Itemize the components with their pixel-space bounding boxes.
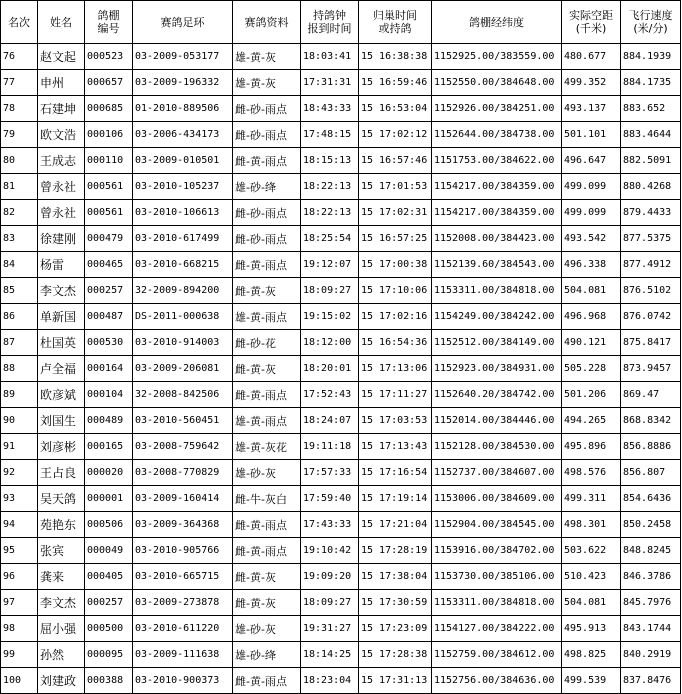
header-loft-coordinates: 鸽棚经纬度 <box>432 1 562 44</box>
cell-arrival-time: 15 17:03:53 <box>359 408 432 434</box>
cell-loft-id: 000165 <box>85 434 133 460</box>
cell-distance: 501.206 <box>562 382 621 408</box>
cell-loft-coordinates: 1154127.00/384222.00 <box>432 616 562 642</box>
cell-clock-time: 18:22:13 <box>301 174 359 200</box>
cell-distance: 504.081 <box>562 278 621 304</box>
table-row <box>1 668 681 694</box>
cell-loft-id: 000257 <box>85 590 133 616</box>
cell-speed: 884.1939 <box>621 44 681 70</box>
table-row <box>1 330 681 356</box>
cell-name: 苑艳东 <box>38 512 85 538</box>
cell-name: 张宾 <box>38 538 85 564</box>
cell-speed: 843.1744 <box>621 616 681 642</box>
header-speed: 飞行速度 (米/分) <box>621 1 681 44</box>
cell-arrival-time: 15 16:53:04 <box>359 96 432 122</box>
cell-speed: 882.5091 <box>621 148 681 174</box>
cell-pigeon-info: 雌-黄-雨点 <box>233 252 301 278</box>
table-row <box>1 174 681 200</box>
cell-distance: 503.622 <box>562 538 621 564</box>
cell-pigeon-info: 雄-砂-绛 <box>233 174 301 200</box>
cell-pigeon-info: 雄-砂-灰 <box>233 616 301 642</box>
cell-ring-number: 03-2010-560451 <box>133 408 233 434</box>
cell-ring-number: 03-2009-364368 <box>133 512 233 538</box>
cell-clock-time: 18:12:00 <box>301 330 359 356</box>
header-distance: 实际空距 (千米) <box>562 1 621 44</box>
cell-name: 石建坤 <box>38 96 85 122</box>
cell-clock-time: 18:23:04 <box>301 668 359 694</box>
cell-ring-number: 03-2009-206081 <box>133 356 233 382</box>
cell-ring-number: 03-2010-900373 <box>133 668 233 694</box>
table-row <box>1 434 681 460</box>
cell-loft-id: 000561 <box>85 174 133 200</box>
cell-clock-time: 18:09:27 <box>301 278 359 304</box>
cell-speed: 877.5375 <box>621 226 681 252</box>
cell-loft-id: 000001 <box>85 486 133 512</box>
cell-clock-time: 17:52:43 <box>301 382 359 408</box>
cell-speed: 880.4268 <box>621 174 681 200</box>
cell-loft-id: 000020 <box>85 460 133 486</box>
header-ring-number: 赛鸽足环 <box>133 1 233 44</box>
cell-ring-number: 03-2010-617499 <box>133 226 233 252</box>
cell-loft-id: 000095 <box>85 642 133 668</box>
cell-clock-time: 18:43:33 <box>301 96 359 122</box>
cell-pigeon-info: 雌-砂-花 <box>233 330 301 356</box>
cell-ring-number: 03-2010-611220 <box>133 616 233 642</box>
cell-loft-coordinates: 1153916.00/384702.00 <box>432 538 562 564</box>
cell-clock-time: 18:20:01 <box>301 356 359 382</box>
cell-arrival-time: 15 16:57:25 <box>359 226 432 252</box>
table-body <box>1 44 681 694</box>
cell-loft-coordinates: 1152925.00/383559.00 <box>432 44 562 70</box>
cell-speed: 873.9457 <box>621 356 681 382</box>
cell-distance: 510.423 <box>562 564 621 590</box>
cell-rank: 99 <box>1 642 38 668</box>
cell-loft-coordinates: 1152759.00/384612.00 <box>432 642 562 668</box>
cell-ring-number: 03-2009-160414 <box>133 486 233 512</box>
cell-arrival-time: 15 17:28:38 <box>359 642 432 668</box>
cell-pigeon-info: 雌-砂-雨点 <box>233 226 301 252</box>
cell-ring-number: 03-2009-196332 <box>133 70 233 96</box>
cell-arrival-time: 15 17:16:54 <box>359 460 432 486</box>
header-rank: 名次 <box>1 1 38 44</box>
cell-loft-id: 000506 <box>85 512 133 538</box>
cell-arrival-time: 15 17:02:12 <box>359 122 432 148</box>
cell-rank: 100 <box>1 668 38 694</box>
cell-loft-coordinates: 1153730.00/385106.00 <box>432 564 562 590</box>
cell-ring-number: 03-2009-053177 <box>133 44 233 70</box>
cell-clock-time: 19:10:42 <box>301 538 359 564</box>
table-row <box>1 356 681 382</box>
cell-pigeon-info: 雌-牛-灰白 <box>233 486 301 512</box>
cell-loft-id: 000257 <box>85 278 133 304</box>
cell-rank: 88 <box>1 356 38 382</box>
cell-pigeon-info: 雌-砂-雨点 <box>233 200 301 226</box>
cell-loft-id: 000465 <box>85 252 133 278</box>
cell-pigeon-info: 雌-黄-雨点 <box>233 668 301 694</box>
cell-ring-number: 03-2010-668215 <box>133 252 233 278</box>
cell-arrival-time: 15 17:00:38 <box>359 252 432 278</box>
cell-rank: 89 <box>1 382 38 408</box>
table-row <box>1 252 681 278</box>
cell-arrival-time: 15 17:13:43 <box>359 434 432 460</box>
cell-rank: 82 <box>1 200 38 226</box>
cell-speed: 856.807 <box>621 460 681 486</box>
cell-speed: 848.8245 <box>621 538 681 564</box>
cell-ring-number: 32-2009-894200 <box>133 278 233 304</box>
cell-rank: 90 <box>1 408 38 434</box>
cell-pigeon-info: 雌-黄-雨点 <box>233 382 301 408</box>
cell-loft-coordinates: 1152904.00/384545.00 <box>432 512 562 538</box>
cell-rank: 97 <box>1 590 38 616</box>
cell-arrival-time: 15 17:23:09 <box>359 616 432 642</box>
cell-name: 赵文起 <box>38 44 85 70</box>
cell-clock-time: 18:15:13 <box>301 148 359 174</box>
cell-name: 单新国 <box>38 304 85 330</box>
table-header-row <box>1 1 681 44</box>
cell-clock-time: 18:25:54 <box>301 226 359 252</box>
cell-name: 卢全福 <box>38 356 85 382</box>
cell-name: 屈小强 <box>38 616 85 642</box>
header-name: 姓名 <box>38 1 85 44</box>
cell-distance: 505.228 <box>562 356 621 382</box>
cell-clock-time: 17:48:15 <box>301 122 359 148</box>
cell-arrival-time: 15 17:30:59 <box>359 590 432 616</box>
cell-speed: 877.4912 <box>621 252 681 278</box>
cell-loft-id: 000405 <box>85 564 133 590</box>
cell-distance: 499.311 <box>562 486 621 512</box>
cell-loft-coordinates: 1153311.00/384818.00 <box>432 278 562 304</box>
cell-loft-coordinates: 1154217.00/384359.00 <box>432 200 562 226</box>
cell-clock-time: 18:22:13 <box>301 200 359 226</box>
cell-arrival-time: 15 16:38:38 <box>359 44 432 70</box>
cell-clock-time: 17:43:33 <box>301 512 359 538</box>
cell-loft-id: 000104 <box>85 382 133 408</box>
cell-rank: 91 <box>1 434 38 460</box>
cell-loft-id: 000489 <box>85 408 133 434</box>
cell-loft-coordinates: 1152139.60/384543.00 <box>432 252 562 278</box>
table-row <box>1 148 681 174</box>
cell-distance: 480.677 <box>562 44 621 70</box>
cell-name: 杨雷 <box>38 252 85 278</box>
cell-loft-coordinates: 1152640.20/384742.00 <box>432 382 562 408</box>
cell-distance: 498.301 <box>562 512 621 538</box>
cell-arrival-time: 15 16:59:46 <box>359 70 432 96</box>
table-row <box>1 616 681 642</box>
cell-rank: 95 <box>1 538 38 564</box>
cell-pigeon-info: 雌-黄-灰 <box>233 278 301 304</box>
cell-pigeon-info: 雌-黄-雨点 <box>233 512 301 538</box>
cell-speed: 884.1735 <box>621 70 681 96</box>
cell-arrival-time: 15 17:13:06 <box>359 356 432 382</box>
cell-rank: 81 <box>1 174 38 200</box>
table-row <box>1 44 681 70</box>
cell-loft-coordinates: 1154217.00/384359.00 <box>432 174 562 200</box>
cell-speed: 876.5102 <box>621 278 681 304</box>
cell-name: 王占良 <box>38 460 85 486</box>
cell-loft-id: 000561 <box>85 200 133 226</box>
cell-ring-number: 03-2009-273878 <box>133 590 233 616</box>
header-clock-time: 持鸽钟 报到时间 <box>301 1 359 44</box>
cell-distance: 490.121 <box>562 330 621 356</box>
cell-loft-coordinates: 1153311.00/384818.00 <box>432 590 562 616</box>
cell-ring-number: 03-2009-111638 <box>133 642 233 668</box>
table-row <box>1 590 681 616</box>
cell-loft-id: 000657 <box>85 70 133 96</box>
cell-loft-coordinates: 1152008.00/384423.00 <box>432 226 562 252</box>
cell-loft-id: 000049 <box>85 538 133 564</box>
cell-arrival-time: 15 17:01:53 <box>359 174 432 200</box>
cell-ring-number: DS-2011-000638 <box>133 304 233 330</box>
cell-ring-number: 03-2010-665715 <box>133 564 233 590</box>
table-row <box>1 460 681 486</box>
cell-loft-id: 000106 <box>85 122 133 148</box>
cell-name: 欧文浩 <box>38 122 85 148</box>
cell-distance: 501.101 <box>562 122 621 148</box>
cell-loft-id: 000110 <box>85 148 133 174</box>
cell-speed: 850.2458 <box>621 512 681 538</box>
cell-loft-coordinates: 1152128.00/384530.00 <box>432 434 562 460</box>
cell-distance: 498.825 <box>562 642 621 668</box>
table-row <box>1 382 681 408</box>
cell-loft-coordinates: 1152644.00/384738.00 <box>432 122 562 148</box>
cell-distance: 496.338 <box>562 252 621 278</box>
cell-speed: 879.4433 <box>621 200 681 226</box>
cell-loft-id: 000685 <box>85 96 133 122</box>
cell-ring-number: 03-2006-434173 <box>133 122 233 148</box>
cell-distance: 495.913 <box>562 616 621 642</box>
cell-arrival-time: 15 17:28:19 <box>359 538 432 564</box>
cell-ring-number: 01-2010-889506 <box>133 96 233 122</box>
cell-rank: 93 <box>1 486 38 512</box>
table-row <box>1 538 681 564</box>
table-row <box>1 486 681 512</box>
cell-arrival-time: 15 17:19:14 <box>359 486 432 512</box>
cell-pigeon-info: 雄-砂-绛 <box>233 642 301 668</box>
cell-rank: 79 <box>1 122 38 148</box>
cell-speed: 845.7976 <box>621 590 681 616</box>
cell-speed: 856.8886 <box>621 434 681 460</box>
cell-rank: 76 <box>1 44 38 70</box>
cell-clock-time: 19:09:20 <box>301 564 359 590</box>
cell-name: 王成志 <box>38 148 85 174</box>
cell-distance: 495.896 <box>562 434 621 460</box>
cell-arrival-time: 15 17:11:27 <box>359 382 432 408</box>
cell-clock-time: 17:59:40 <box>301 486 359 512</box>
cell-loft-coordinates: 1152923.00/384931.00 <box>432 356 562 382</box>
cell-clock-time: 18:14:25 <box>301 642 359 668</box>
cell-distance: 499.099 <box>562 174 621 200</box>
cell-clock-time: 19:11:18 <box>301 434 359 460</box>
cell-ring-number: 03-2010-905766 <box>133 538 233 564</box>
cell-loft-coordinates: 1152737.00/384607.00 <box>432 460 562 486</box>
cell-loft-coordinates: 1154249.00/384242.00 <box>432 304 562 330</box>
table-row <box>1 226 681 252</box>
table-row <box>1 200 681 226</box>
cell-rank: 80 <box>1 148 38 174</box>
cell-loft-id: 000487 <box>85 304 133 330</box>
cell-pigeon-info: 雌-黄-雨点 <box>233 148 301 174</box>
cell-name: 李文杰 <box>38 590 85 616</box>
cell-pigeon-info: 雄-黄-灰 <box>233 70 301 96</box>
cell-name: 曾永社 <box>38 174 85 200</box>
cell-arrival-time: 15 17:38:04 <box>359 564 432 590</box>
cell-distance: 493.137 <box>562 96 621 122</box>
cell-clock-time: 19:15:02 <box>301 304 359 330</box>
cell-pigeon-info: 雌-砂-雨点 <box>233 122 301 148</box>
cell-loft-id: 000500 <box>85 616 133 642</box>
cell-rank: 77 <box>1 70 38 96</box>
cell-distance: 496.647 <box>562 148 621 174</box>
cell-arrival-time: 15 16:54:36 <box>359 330 432 356</box>
cell-loft-coordinates: 1152014.00/384446.00 <box>432 408 562 434</box>
cell-name: 刘彦彬 <box>38 434 85 460</box>
cell-ring-number: 03-2008-759642 <box>133 434 233 460</box>
table-row <box>1 408 681 434</box>
cell-rank: 78 <box>1 96 38 122</box>
cell-pigeon-info: 雌-黄-灰 <box>233 356 301 382</box>
cell-clock-time: 17:57:33 <box>301 460 359 486</box>
header-arrival-time: 归巢时间 或持鸽 <box>359 1 432 44</box>
cell-name: 曾永社 <box>38 200 85 226</box>
cell-loft-id: 000388 <box>85 668 133 694</box>
cell-name: 申州 <box>38 70 85 96</box>
cell-distance: 499.352 <box>562 70 621 96</box>
cell-arrival-time: 15 17:10:06 <box>359 278 432 304</box>
cell-ring-number: 03-2008-770829 <box>133 460 233 486</box>
cell-loft-id: 000530 <box>85 330 133 356</box>
cell-loft-id: 000164 <box>85 356 133 382</box>
cell-name: 刘国生 <box>38 408 85 434</box>
table-row <box>1 642 681 668</box>
cell-ring-number: 03-2010-914003 <box>133 330 233 356</box>
table-row <box>1 304 681 330</box>
cell-rank: 94 <box>1 512 38 538</box>
cell-rank: 87 <box>1 330 38 356</box>
table-row <box>1 70 681 96</box>
cell-loft-coordinates: 1152512.00/384149.00 <box>432 330 562 356</box>
cell-name: 徐建刚 <box>38 226 85 252</box>
cell-loft-coordinates: 1152926.00/384251.00 <box>432 96 562 122</box>
cell-ring-number: 32-2008-842506 <box>133 382 233 408</box>
table-row <box>1 564 681 590</box>
cell-distance: 499.099 <box>562 200 621 226</box>
cell-clock-time: 19:12:07 <box>301 252 359 278</box>
cell-name: 欧彦斌 <box>38 382 85 408</box>
cell-rank: 85 <box>1 278 38 304</box>
cell-rank: 98 <box>1 616 38 642</box>
table-row <box>1 278 681 304</box>
cell-distance: 493.542 <box>562 226 621 252</box>
table-row <box>1 512 681 538</box>
cell-clock-time: 18:09:27 <box>301 590 359 616</box>
cell-speed: 868.8342 <box>621 408 681 434</box>
cell-pigeon-info: 雄-黄-雨点 <box>233 304 301 330</box>
cell-rank: 83 <box>1 226 38 252</box>
header-loft-id: 鸽棚 编号 <box>85 1 133 44</box>
cell-clock-time: 18:03:41 <box>301 44 359 70</box>
table-row <box>1 96 681 122</box>
cell-loft-id: 000523 <box>85 44 133 70</box>
cell-name: 杜国英 <box>38 330 85 356</box>
cell-loft-coordinates: 1151753.00/384622.00 <box>432 148 562 174</box>
cell-distance: 494.265 <box>562 408 621 434</box>
cell-name: 刘建政 <box>38 668 85 694</box>
cell-arrival-time: 15 17:31:13 <box>359 668 432 694</box>
cell-pigeon-info: 雄-黄-灰 <box>233 44 301 70</box>
cell-name: 李文杰 <box>38 278 85 304</box>
cell-speed: 846.3786 <box>621 564 681 590</box>
cell-speed: 883.4644 <box>621 122 681 148</box>
cell-speed: 854.6436 <box>621 486 681 512</box>
cell-arrival-time: 15 17:21:04 <box>359 512 432 538</box>
cell-arrival-time: 15 17:02:31 <box>359 200 432 226</box>
cell-rank: 92 <box>1 460 38 486</box>
cell-clock-time: 18:24:07 <box>301 408 359 434</box>
cell-loft-coordinates: 1153006.00/384609.00 <box>432 486 562 512</box>
cell-arrival-time: 15 16:57:46 <box>359 148 432 174</box>
cell-ring-number: 03-2009-010501 <box>133 148 233 174</box>
cell-speed: 869.47 <box>621 382 681 408</box>
cell-ring-number: 03-2010-105237 <box>133 174 233 200</box>
cell-speed: 876.0742 <box>621 304 681 330</box>
cell-speed: 840.2919 <box>621 642 681 668</box>
cell-arrival-time: 15 17:02:16 <box>359 304 432 330</box>
cell-clock-time: 17:31:31 <box>301 70 359 96</box>
cell-loft-coordinates: 1152756.00/384636.00 <box>432 668 562 694</box>
table-row <box>1 122 681 148</box>
cell-pigeon-info: 雌-黄-灰 <box>233 564 301 590</box>
cell-name: 孙然 <box>38 642 85 668</box>
cell-name: 龚来 <box>38 564 85 590</box>
cell-rank: 84 <box>1 252 38 278</box>
cell-speed: 875.8417 <box>621 330 681 356</box>
cell-loft-coordinates: 1152550.00/384648.00 <box>432 70 562 96</box>
cell-pigeon-info: 雄-黄-灰花 <box>233 434 301 460</box>
cell-speed: 883.652 <box>621 96 681 122</box>
cell-speed: 837.8476 <box>621 668 681 694</box>
cell-pigeon-info: 雌-砂-雨点 <box>233 96 301 122</box>
header-pigeon-info: 赛鸽资料 <box>233 1 301 44</box>
cell-distance: 496.968 <box>562 304 621 330</box>
cell-pigeon-info: 雄-砂-灰 <box>233 460 301 486</box>
cell-rank: 96 <box>1 564 38 590</box>
cell-clock-time: 19:31:27 <box>301 616 359 642</box>
cell-pigeon-info: 雌-黄-灰 <box>233 590 301 616</box>
cell-distance: 504.081 <box>562 590 621 616</box>
cell-ring-number: 03-2010-106613 <box>133 200 233 226</box>
cell-loft-id: 000479 <box>85 226 133 252</box>
cell-pigeon-info: 雄-黄-雨点 <box>233 408 301 434</box>
cell-distance: 498.576 <box>562 460 621 486</box>
cell-name: 吴天鸽 <box>38 486 85 512</box>
cell-pigeon-info: 雌-黄-雨点 <box>233 538 301 564</box>
cell-distance: 499.539 <box>562 668 621 694</box>
cell-rank: 86 <box>1 304 38 330</box>
